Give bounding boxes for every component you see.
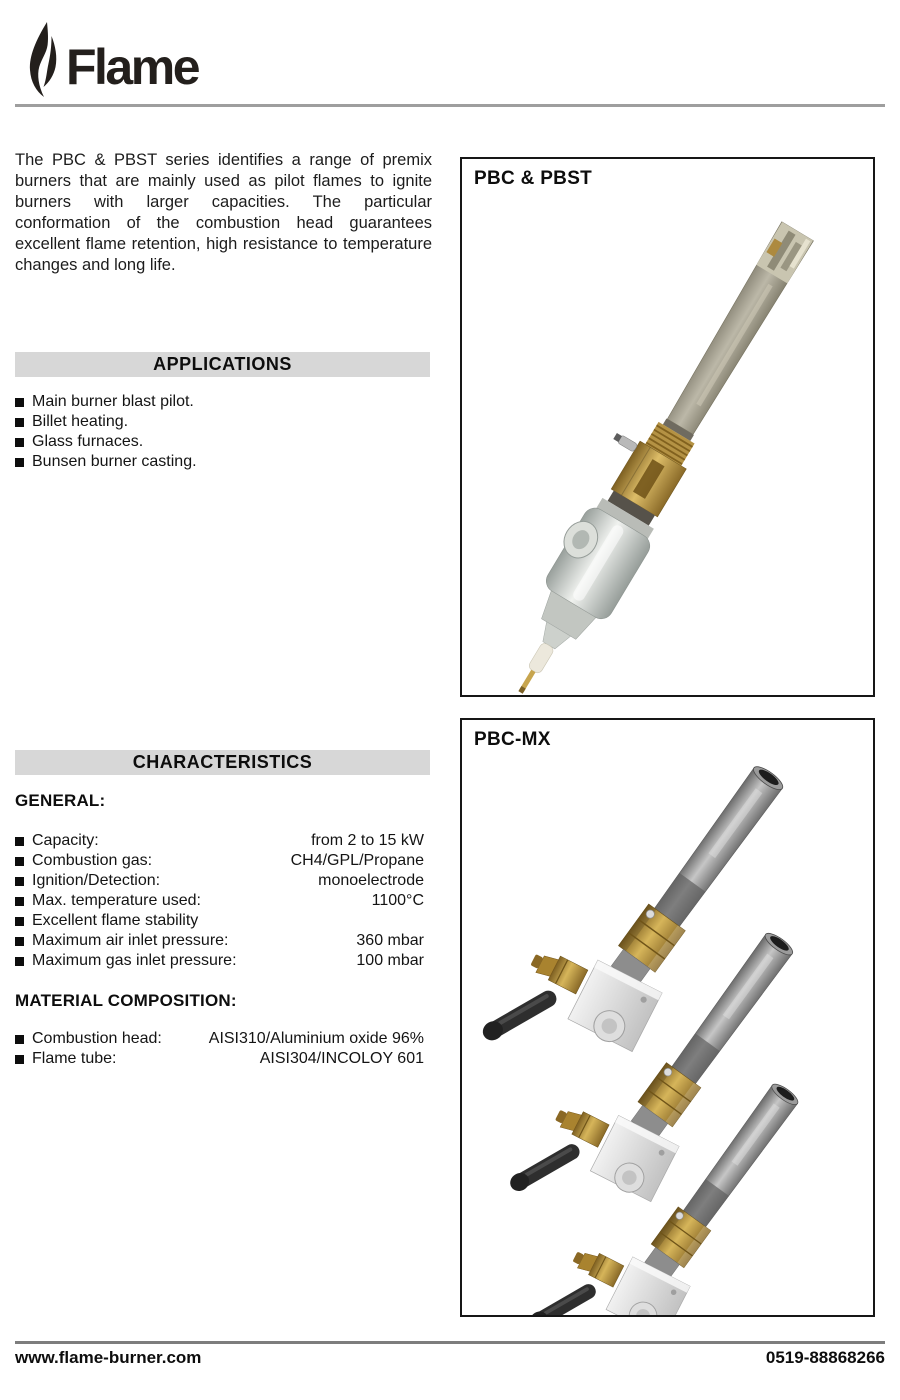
general-heading: GENERAL: (15, 791, 106, 810)
spec-label: Combustion head: (32, 1030, 162, 1047)
spec-value: 360 mbar (356, 932, 424, 949)
application-list-item (15, 432, 430, 452)
spec-value: monoelectrode (318, 872, 424, 889)
applications-list (15, 392, 430, 472)
spec-row (15, 931, 424, 951)
application-list-item (15, 452, 430, 472)
flame-logo-icon (26, 20, 226, 100)
bullet-square-icon (15, 438, 24, 447)
spec-row (15, 831, 424, 851)
spec-label: Max. temperature used: (32, 892, 201, 909)
product-title-pbc-pbst: PBC & PBST (474, 168, 593, 189)
brand-wordmark: Flame (66, 39, 199, 95)
application-item-label: Glass furnaces. (32, 433, 144, 450)
spec-label: Flame tube: (32, 1050, 117, 1067)
material-spec-list (15, 1029, 424, 1069)
spec-value: AISI310/Aluminium oxide 96% (208, 1030, 424, 1047)
bullet-square-icon (15, 1035, 24, 1044)
footer-divider (15, 1341, 885, 1344)
bullet-square-icon (15, 897, 24, 906)
bullet-square-icon (15, 418, 24, 427)
application-item-label: Billet heating. (32, 413, 129, 430)
bullet-square-icon (15, 957, 24, 966)
spec-value: 100 mbar (356, 952, 424, 969)
application-list-item (15, 412, 430, 432)
application-item-label: Bunsen burner casting. (32, 453, 197, 470)
application-list-item (15, 392, 430, 412)
product-box-pbc-pbst (460, 157, 875, 697)
applications-title: APPLICATIONS (153, 354, 292, 374)
bullet-square-icon (15, 837, 24, 846)
spec-value: from 2 to 15 kW (311, 832, 424, 849)
spec-row (15, 891, 424, 911)
intro-paragraph: The PBC & PBST series identifies a range of premix burners that are mainly used as pilot flames to ignite burners with larger capacities. The particular conformation of the combustion head guarantees excellent flame retention, high resistance to temperature changes and long life. (15, 151, 432, 274)
spec-label: Ignition/Detection: (32, 872, 161, 889)
applications-header-bar (15, 352, 430, 377)
bullet-square-icon (15, 917, 24, 926)
general-spec-list (15, 831, 424, 971)
bullet-square-icon (15, 937, 24, 946)
spec-value: AISI304/INCOLOY 601 (259, 1050, 424, 1067)
spec-value: CH4/GPL/Propane (290, 852, 424, 869)
burner-photo-pbc-pbst (462, 197, 873, 695)
bullet-square-icon (15, 1055, 24, 1064)
characteristics-header-bar (15, 750, 430, 775)
bullet-square-icon (15, 877, 24, 886)
product-box-pbc-mx (460, 718, 875, 1317)
brand-logo (26, 20, 226, 100)
spec-label: Excellent flame stability (32, 912, 199, 929)
characteristics-title: CHARACTERISTICS (132, 752, 313, 772)
spec-row (15, 951, 424, 971)
spec-row (15, 851, 424, 871)
spec-row (15, 871, 424, 891)
material-heading: MATERIAL COMPOSITION: (15, 991, 237, 1010)
bullet-square-icon (15, 857, 24, 866)
bullet-square-icon (15, 458, 24, 467)
product-title-pbc-mx: PBC-MX (474, 729, 551, 750)
spec-label: Combustion gas: (32, 852, 153, 869)
spec-value: 1100°C (371, 892, 424, 909)
spec-label: Maximum gas inlet pressure: (32, 952, 237, 969)
header-divider (15, 104, 885, 107)
application-item-label: Main burner blast pilot. (32, 393, 194, 410)
bullet-square-icon (15, 398, 24, 407)
spec-label: Capacity: (32, 832, 99, 849)
footer-website: www.flame-burner.com (15, 1348, 202, 1367)
spec-row (15, 1029, 424, 1049)
spec-label: Maximum air inlet pressure: (32, 932, 229, 949)
spec-row (15, 911, 424, 931)
footer (15, 1348, 885, 1368)
burner-photo-pbc-mx (462, 757, 873, 1315)
footer-phone: 0519-88868266 (765, 1348, 885, 1367)
spec-row (15, 1049, 424, 1069)
